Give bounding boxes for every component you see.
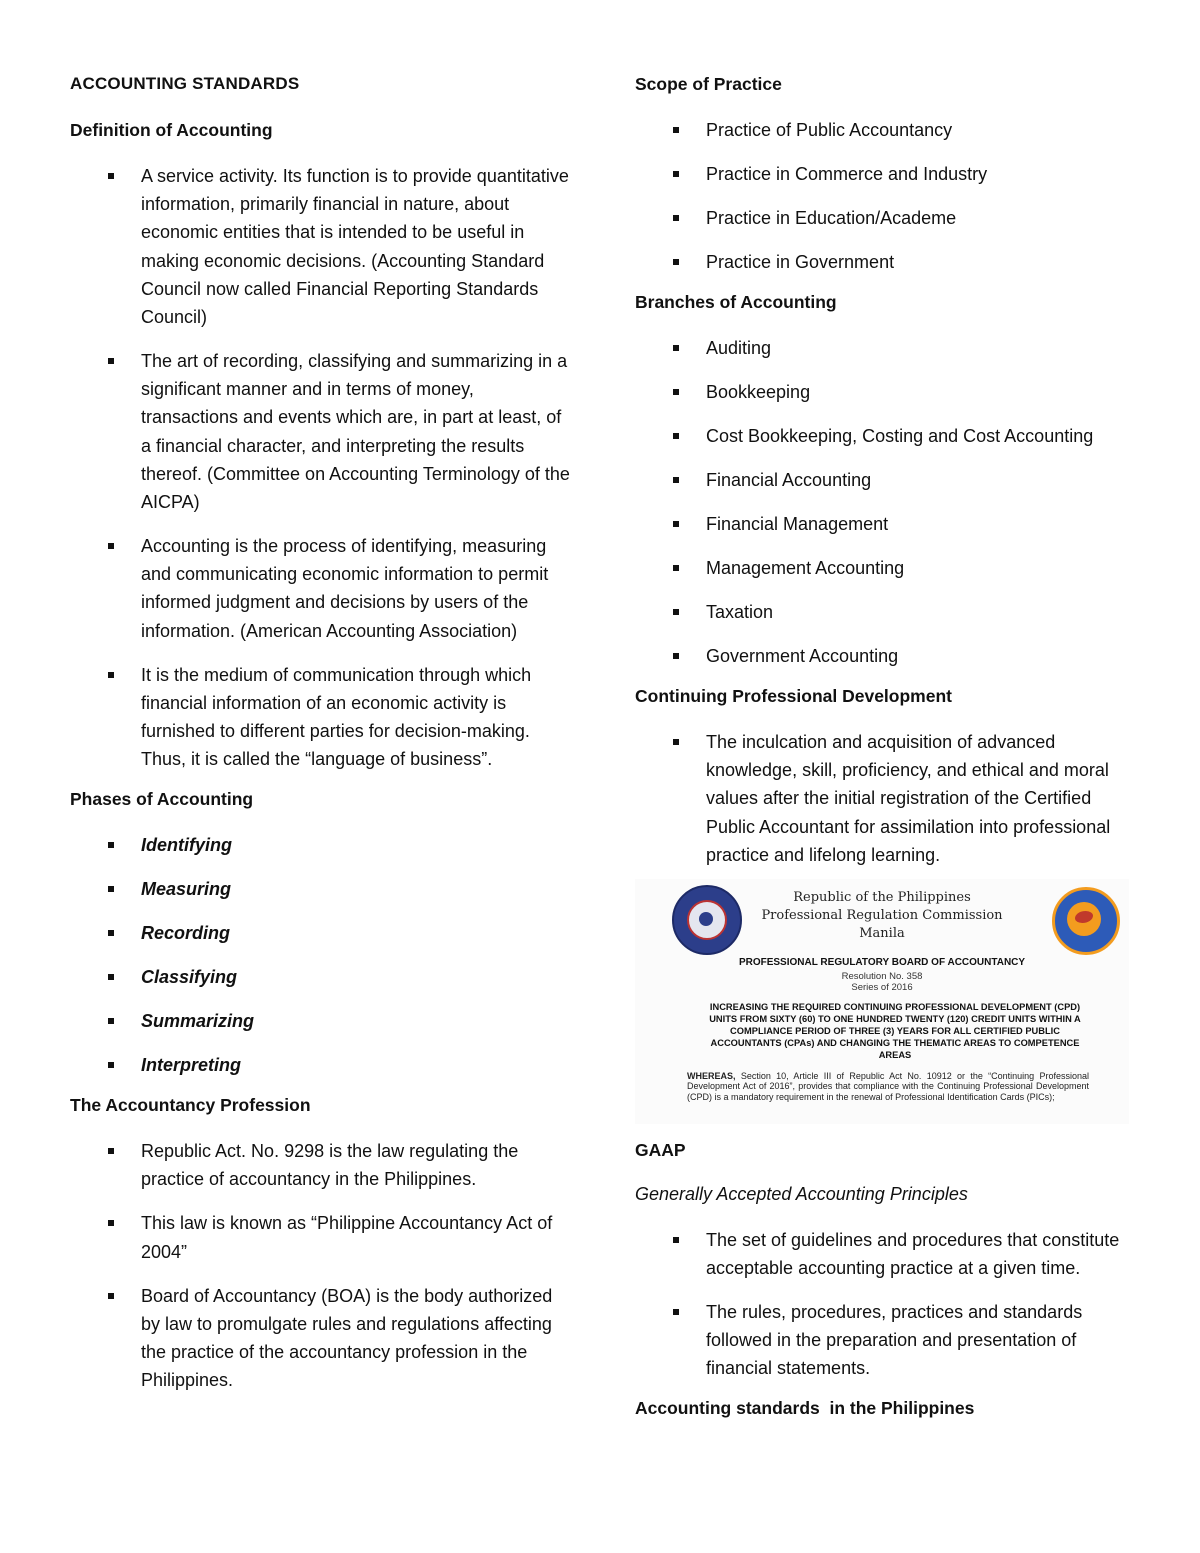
branches-list xyxy=(635,334,1135,670)
list-item: The rules, procedures, practices and standards followed in the preparation and presentation of financial statements. xyxy=(635,1298,1135,1383)
resolution-whereas xyxy=(687,1071,1089,1103)
list-item: Practice of Public Accountancy xyxy=(635,116,1135,144)
profession-heading: The Accountancy Profession xyxy=(70,1095,311,1116)
left-column xyxy=(70,72,570,1410)
list-item: Republic Act. No. 9298 is the law regulating the practice of accountancy in the Philippines. xyxy=(70,1137,570,1193)
list-item: A service activity. Its function is to provide quantitative information, primarily financial in nature, about economic entities that is intended to be useful in making economic decisions. (Accounting Standard Council now called Financial Reporting Standards Council) xyxy=(70,162,570,331)
list-item: Classifying xyxy=(70,963,570,991)
list-item: Measuring xyxy=(70,875,570,903)
list-item: Financial Accounting xyxy=(635,466,1135,494)
list-item: The inculcation and acquisition of advanced knowledge, skill, proficiency, and ethical and moral values after the initial registration of the Certified Public Accountant for assimilation into professional practice and lifelong learning. xyxy=(635,728,1135,869)
list-item: Practice in Education/Academe xyxy=(635,204,1135,232)
list-item: Recording xyxy=(70,919,570,947)
cpd-list xyxy=(635,728,1135,869)
cpd-heading: Continuing Professional Development xyxy=(635,686,952,706)
list-item: Identifying xyxy=(70,831,570,859)
list-item: It is the medium of communication through which financial information of an economic activity is furnished to different parties for decision-making. Thus, it is called the “language of business”. xyxy=(70,661,570,774)
phases-list xyxy=(70,831,570,1079)
whereas-label: WHEREAS, xyxy=(687,1070,736,1081)
list-item: Practice in Government xyxy=(635,248,1135,276)
list-item: Accounting is the process of identifying, measuring and communicating economic information to permit informed judgment and decisions by users of the information. (American Accounting Association) xyxy=(70,532,570,645)
list-item: Board of Accountancy (BOA) is the body authorized by law to promulgate rules and regulations affecting the practice of the accountancy profession in the Philippines. xyxy=(70,1282,570,1395)
list-item: The set of guidelines and procedures that constitute acceptable accounting practice at a given time. xyxy=(635,1226,1135,1282)
list-item: Practice in Commerce and Industry xyxy=(635,160,1135,188)
gaap-list xyxy=(635,1226,1135,1383)
definition-list xyxy=(70,162,570,773)
list-item: Cost Bookkeeping, Costing and Cost Accounting xyxy=(635,422,1135,450)
list-item: Taxation xyxy=(635,598,1135,626)
resolution-prc: Professional Regulation Commission xyxy=(761,907,1003,923)
list-item: This law is known as “Philippine Accountancy Act of 2004” xyxy=(70,1209,570,1265)
whereas-text: Section 10, Article III of Republic Act No. 10912 or the “Continuing Professional Development Act of 2016”, provides that compliance with the Continuing Professional Development (CPD) is a mandatory requirement in the renewal of Professional Identification Cards (PICs); xyxy=(687,1070,1089,1102)
list-item: The art of recording, classifying and summarizing in a significant manner and in terms of money, transactions and events which are, in part at least, of a financial character, and interpreting the results thereof. (Committee on Accounting Terminology of the AICPA) xyxy=(70,347,570,516)
profession-list xyxy=(70,1137,570,1394)
list-item: Management Accounting xyxy=(635,554,1135,582)
resolution-board: PROFESSIONAL REGULATORY BOARD OF ACCOUNTANCY xyxy=(738,956,1026,968)
list-item: Government Accounting xyxy=(635,642,1135,670)
gaap-subheading: Generally Accepted Accounting Principles xyxy=(635,1183,968,1204)
branches-heading: Branches of Accounting xyxy=(635,292,837,312)
gaap-heading: GAAP xyxy=(635,1139,686,1160)
list-item: Financial Management xyxy=(635,510,1135,538)
right-column xyxy=(635,72,1135,1440)
resolution-title: INCREASING THE REQUIRED CONTINUING PROFESSIONAL DEVELOPMENT (CPD) UNITS FROM SIXTY (60) TO ONE HUNDRED TWENTY (120) CREDIT UNITS WITHIN A COMPLIANCE PERIOD OF THREE (3) YEARS FOR ALL CERTIFIED PUBLIC ACCOUNTANTS (CPAs) AND CHANGING THE THEMATIC AREAS TO COMPETENCE AREAS xyxy=(709,1001,1081,1060)
list-item: Interpreting xyxy=(70,1051,570,1079)
resolution-series: Series of 2016 xyxy=(851,981,913,993)
standards-ph-heading: Accounting standards in the Philippines xyxy=(635,1398,975,1419)
scope-heading: Scope of Practice xyxy=(635,74,782,94)
resolution-number: Resolution No. 358 xyxy=(841,970,923,982)
resolution-city: Manila xyxy=(859,925,905,941)
list-item: Auditing xyxy=(635,334,1135,362)
page-title: ACCOUNTING STANDARDS xyxy=(70,74,300,93)
resolution-republic: Republic of the Philippines xyxy=(793,889,971,905)
scope-list xyxy=(635,116,1135,276)
definition-heading: Definition of Accounting xyxy=(70,120,273,140)
list-item: Bookkeeping xyxy=(635,378,1135,406)
phases-heading: Phases of Accounting xyxy=(70,789,254,810)
resolution-image xyxy=(635,879,1129,1124)
list-item: Summarizing xyxy=(70,1007,570,1035)
